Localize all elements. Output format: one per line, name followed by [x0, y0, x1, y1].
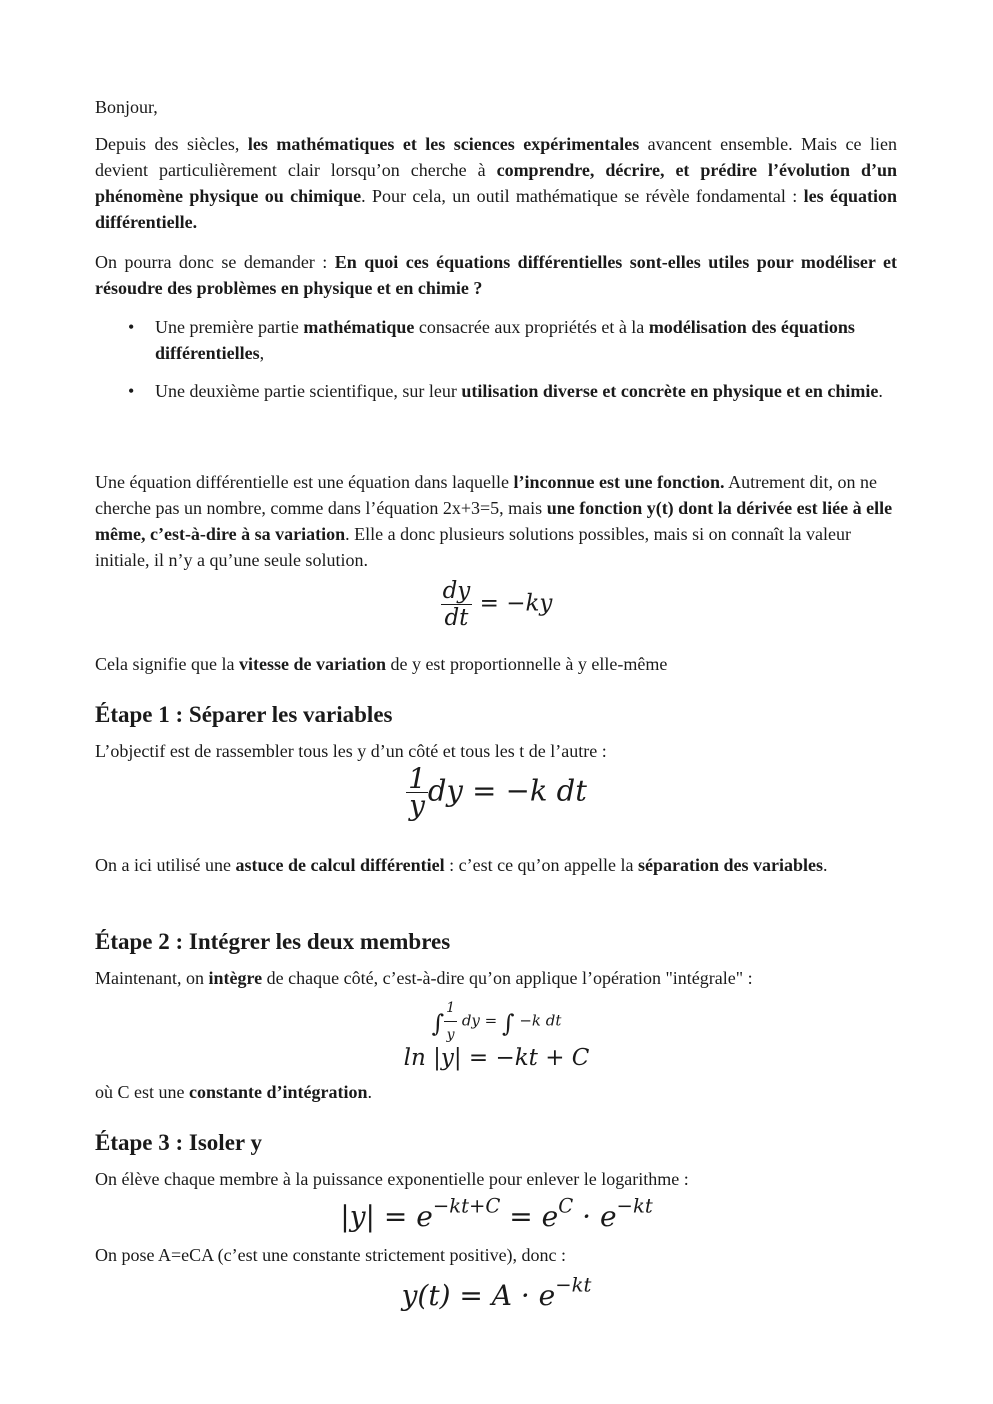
equation-rhs: −k dt — [519, 1011, 562, 1030]
equation-rhs: dy = −k dt — [427, 773, 587, 808]
fraction-denominator: dt — [444, 605, 469, 631]
fraction-denominator: y — [409, 789, 425, 822]
definition-paragraph: Une équation différentielle est une équation dans laquelle l’inconnue est une fonction. Autrement dit, on ne cherche pas un nombre, comme dans l’équation 2x+3=5, mais une fonction y(t) dont la dérivée est liée à elle même, c’est-à-dire à sa variation. Elle a donc plusieurs solutions possibles, mais si on connaît la valeur initiale, il n’y a qu’une seule solution. — [95, 472, 893, 570]
meaning-paragraph: Cela signifie que la vitesse de variation de y est proportionnelle à y elle-même — [95, 654, 668, 674]
fraction-numerator: 1 — [408, 762, 426, 795]
intro-paragraph: Depuis des siècles, les mathématiques et les sciences expérimentales avancent ensemble. Mais ce lien devient particulièrement clair lorsqu’on cherche à comprendre, décrire, et prédire l’évolution d’un phénomène physique ou chimique. Pour cela, un outil mathématique se révèle fondamental : les équation différentielle. — [95, 134, 897, 232]
step3-pose: On pose A=eCA (c’est une constante strictement positive), donc : — [95, 1245, 567, 1265]
step3-text: On élève chaque membre à la puissance exponentielle pour enlever le logarithme : — [95, 1169, 689, 1189]
plan-item-2: Une deuxième partie scientifique, sur leur utilisation diverse et concrète en physique et en chimie. — [155, 381, 883, 401]
bullet-icon: • — [128, 317, 135, 337]
integral-sign: ∫ — [502, 1009, 515, 1038]
step1-heading: Étape 1 : Séparer les variables — [95, 702, 393, 727]
equation-separation — [0, 762, 993, 822]
step2-heading: Étape 2 : Intégrer les deux membres — [95, 929, 451, 954]
step2-text: Maintenant, on intègre de chaque côté, c’est-à-dire qu’on applique l’opération "intégrale" : — [95, 968, 753, 988]
integral-sign: ∫ — [431, 1009, 445, 1038]
equation-middle: dy = — [461, 1011, 503, 1030]
step1-explanation: On a ici utilisé une astuce de calcul différentiel : c’est ce qu’on appelle la séparation des variables. — [95, 855, 828, 875]
step1-text: L’objectif est de rassembler tous les y d’un côté et tous les t de l’autre : — [95, 741, 607, 761]
problem-question: On pourra donc se demander : En quoi ces équations différentielles sont-elles utiles pour modéliser et résoudre des problèmes en physique et en chimie ? — [95, 252, 897, 298]
equation-logarithm: ln |y| = −kt + C — [403, 1045, 590, 1071]
equation-solution: $y(t) = A \cdot e^{-kt}$ — [401, 1273, 592, 1312]
fraction-denominator: y — [446, 1027, 455, 1043]
equation-exponential: $|y| = e^{-kt+C} = e^C \cdot e^{-kt}$ — [340, 1194, 653, 1233]
fraction-numerator: dy — [442, 578, 471, 604]
fraction-numerator: 1 — [444, 995, 457, 1022]
equation-differential — [0, 578, 993, 631]
step2-explanation: où C est une constante d’intégration. — [95, 1082, 372, 1102]
step3-heading: Étape 3 : Isoler y — [95, 1130, 262, 1155]
bullet-icon: • — [128, 381, 135, 401]
greeting: Bonjour, — [95, 97, 158, 117]
plan-item-1: Une première partie mathématique consacrée aux propriétés et à la modélisation des équations différentielles, — [155, 317, 855, 363]
equation-rhs: = −ky — [472, 590, 553, 617]
